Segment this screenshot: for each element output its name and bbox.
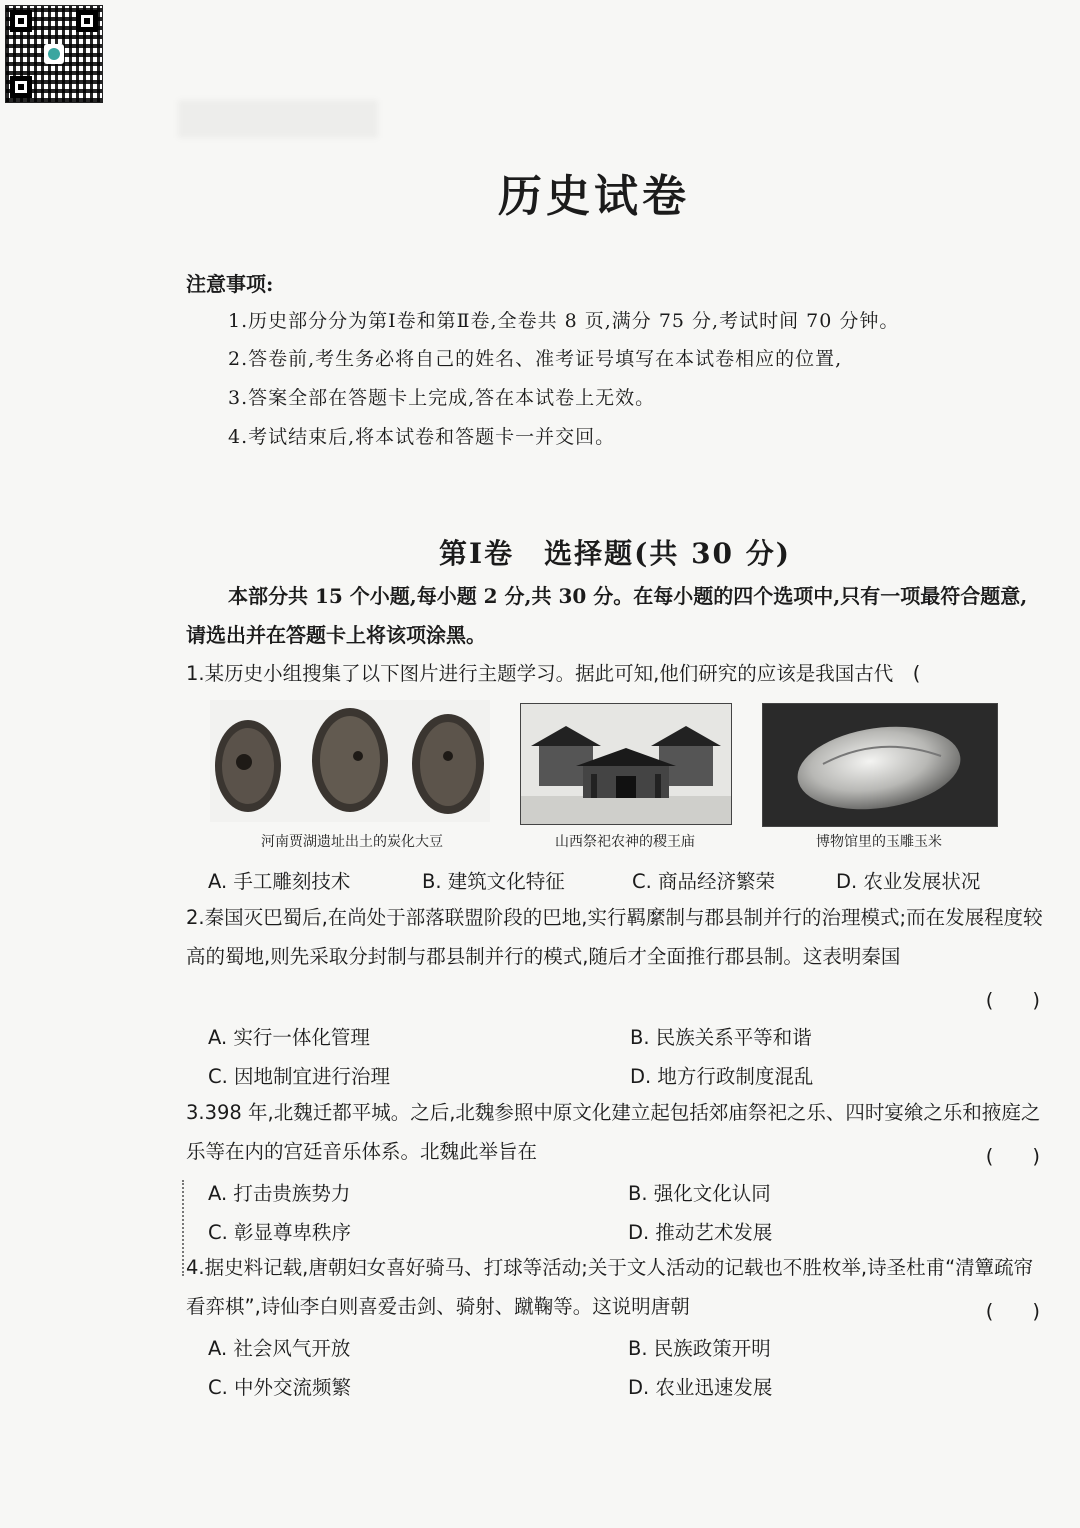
option-c: C. 因地制宜进行治理 (208, 1065, 391, 1088)
answer-paren: ( ) (985, 1145, 1040, 1168)
question-4-stem: 4.据史料记载,唐朝妇女喜好骑马、打球等活动;关于文人活动的记载也不胜枚举,诗圣杜甫“清簟疏帘看弈棋”,诗仙李白则喜爱击剑、骑射、蹴鞠等。这说明唐朝 (186, 1256, 1034, 1318)
answer-paren: ( ) (985, 989, 1040, 1012)
notes-heading: 注意事项: (186, 272, 274, 296)
photo-caption: 博物馆里的玉雕玉米 (816, 834, 942, 850)
page-title: 历史试卷 (498, 171, 690, 222)
section-intro: 本部分共 15 个小题,每小题 2 分,共 30 分。在每小题的四个选项中,只有一项最符合题意,请选出并在答题卡上将该项涂黑。 (186, 584, 1028, 647)
question-2-stem: 2.秦国灭巴蜀后,在尚处于部落联盟阶段的巴地,实行羁縻制与郡县制并行的治理模式;而在发展程度较高的蜀地,则先采取分封制与郡县制并行的模式,随后才全面推行郡县制。这表明秦国 (186, 906, 1043, 968)
jiwang-temple-photo (520, 703, 732, 825)
scan-smudge (178, 100, 378, 138)
option-a: A. 社会风气开放 (208, 1337, 351, 1360)
option-d: D. 推动艺术发展 (628, 1221, 773, 1244)
note-item: 1.历史部分分为第Ⅰ卷和第Ⅱ卷,全卷共 8 页,满分 75 分,考试时间 70 分钟。 (228, 310, 900, 332)
option-b: B. 民族关系平等和谐 (630, 1026, 812, 1049)
section-title: 第Ⅰ卷 选择题(共 30 分) (438, 537, 792, 570)
option-c: C. 商品经济繁荣 (632, 870, 776, 893)
note-item: 2.答卷前,考生务必将自己的姓名、准考证号填写在本试卷相应的位置, (228, 348, 843, 370)
option-a: A. 打击贵族势力 (208, 1182, 351, 1205)
option-a: A. 手工雕刻技术 (208, 870, 351, 893)
answer-paren: ( ) (985, 1300, 1040, 1323)
option-d: D. 地方行政制度混乱 (630, 1065, 814, 1088)
carbonized-beans-photo (210, 700, 490, 822)
option-b: B. 强化文化认同 (628, 1182, 771, 1205)
option-d: D. 农业发展状况 (836, 870, 981, 893)
question-1-stem: 1.某历史小组搜集了以下图片进行主题学习。据此可知,他们研究的应该是我国古代 ( (186, 662, 921, 685)
note-item: 3.答案全部在答题卡上完成,答在本试卷上无效。 (228, 387, 656, 409)
option-b: B. 民族政策开明 (628, 1337, 771, 1360)
note-item: 4.考试结束后,将本试卷和答题卡一并交回。 (228, 426, 616, 448)
option-c: C. 彰显尊卑秩序 (208, 1221, 352, 1244)
qr-code (6, 6, 102, 102)
jade-corn-photo (762, 703, 998, 827)
option-c: C. 中外交流频繁 (208, 1376, 352, 1399)
option-b: B. 建筑文化特征 (422, 870, 565, 893)
question-3-stem: 3.398 年,北魏迁都平城。之后,北魏参照中原文化建立起包括郊庙祭祀之乐、四时宴飨之乐和掖庭之乐等在内的宫廷音乐体系。北魏此举旨在 (186, 1101, 1041, 1163)
photo-caption: 山西祭祀农神的稷王庙 (555, 834, 695, 850)
option-a: A. 实行一体化管理 (208, 1026, 370, 1049)
option-d: D. 农业迅速发展 (628, 1376, 773, 1399)
photo-caption: 河南贾湖遗址出土的炭化大豆 (261, 834, 443, 850)
